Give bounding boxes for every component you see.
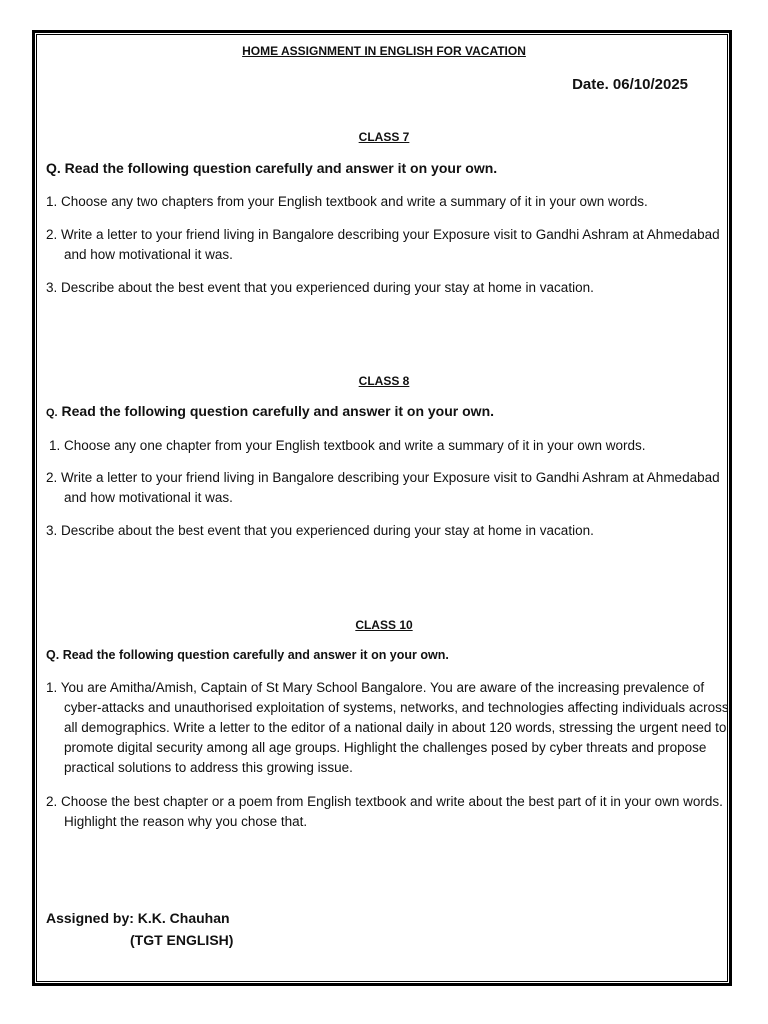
class-10-heading: CLASS 10 bbox=[355, 618, 413, 632]
class-10-question bbox=[46, 648, 449, 662]
assignment-date: Date. 06/10/2025 bbox=[572, 76, 688, 93]
assignment-title: HOME ASSIGNMENT IN ENGLISH FOR VACATION bbox=[242, 44, 526, 58]
class-8-item-3: 3. Describe about the best event that you experienced during your stay at home in vacation. bbox=[46, 523, 594, 538]
question-prefix: Q. bbox=[46, 407, 58, 419]
question-text: Read the following question carefully and answer it on your own. bbox=[61, 403, 495, 419]
teacher-role: (TGT ENGLISH) bbox=[130, 932, 234, 948]
class-10-item-2: 2. Choose the best chapter or a poem from English textbook and write about the best part of it in your own words. Highlight the reason why you chose that. bbox=[46, 794, 723, 829]
class-8-item-2: 2. Write a letter to your friend living in Bangalore describing your Exposure visit to Gandhi Ashram at Ahmedabad and how motivational it was. bbox=[46, 470, 720, 505]
class-10-item-1: 1. You are Amitha/Amish, Captain of St Mary School Bangalore. You are aware of the increasing prevalence of cyber-attacks and unauthorised exploitation of systems, networks, and technologies affecting individuals across all demographics. Write a letter to the editor of a national daily in about 120 words, stressing the urgent need to promote digital security among all age groups. Highlight the challenges posed by cyber threats and propose practical solutions to address this growing issue. bbox=[46, 680, 729, 775]
question-prefix: Q. bbox=[46, 648, 60, 662]
class-8-item-1: 1. Choose any one chapter from your English textbook and write a summary of it in your own words. bbox=[49, 438, 646, 453]
question-prefix: Q. bbox=[46, 160, 61, 176]
class-7-item-1: 1. Choose any two chapters from your English textbook and write a summary of it in your own words. bbox=[46, 194, 648, 209]
class-8-heading: CLASS 8 bbox=[358, 374, 410, 388]
class-7-question bbox=[46, 160, 497, 176]
class-7-item-2: 2. Write a letter to your friend living in Bangalore describing your Exposure visit to Gandhi Ashram at Ahmedabad and how motivational it was. bbox=[46, 227, 720, 262]
question-text: Read the following question carefully and answer it on your own. bbox=[62, 648, 449, 662]
page-border-inner bbox=[36, 34, 728, 982]
class-8-question bbox=[46, 403, 494, 419]
class-7-item-3: 3. Describe about the best event that you experienced during your stay at home in vacation. bbox=[46, 280, 594, 295]
question-text: Read the following question carefully and answer it on your own. bbox=[64, 160, 498, 176]
class-7-heading: CLASS 7 bbox=[358, 130, 410, 144]
assigned-by: Assigned by: K.K. Chauhan bbox=[46, 910, 230, 926]
